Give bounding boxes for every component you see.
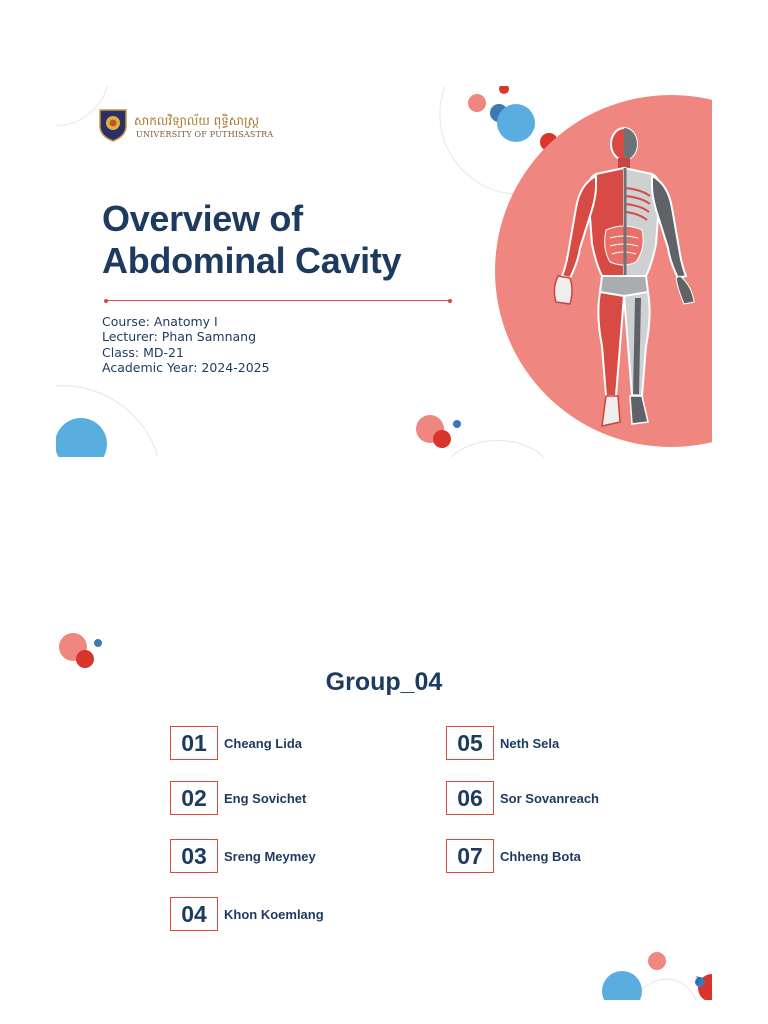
- member-name: Sor Sovanreach: [500, 790, 599, 806]
- red-circle-decoration: [76, 650, 94, 668]
- blue-circle-decoration: [497, 104, 535, 142]
- blue-circle-decoration: [56, 418, 107, 457]
- university-name-english: UNIVERSITY OF PUTHISASTRA: [136, 130, 274, 139]
- coral-circle-decoration: [648, 952, 666, 970]
- member-number: 01: [170, 726, 218, 760]
- arc-decoration: [636, 979, 696, 1000]
- member-item: [446, 781, 599, 815]
- year-line: Academic Year: 2024-2025: [102, 359, 270, 375]
- dot-decoration: [453, 420, 461, 428]
- group-title: Group_04: [325, 668, 443, 696]
- member-name: Sreng Meymey: [224, 848, 316, 864]
- course-info: [102, 314, 270, 375]
- title-divider: [106, 300, 450, 301]
- page-number: 2: [695, 976, 701, 986]
- red-circle-decoration: [433, 430, 451, 448]
- course-line: Course: Anatomy I: [102, 314, 218, 329]
- arc-decoration: [451, 440, 544, 457]
- university-crest-icon: [98, 108, 128, 142]
- member-number: 02: [170, 781, 218, 815]
- anatomy-figure-icon: [544, 126, 704, 436]
- member-item: [170, 726, 302, 760]
- member-item: [446, 726, 559, 760]
- lecturer-line: Lecturer: Phan Samnang: [102, 329, 257, 345]
- group-slide: [56, 614, 712, 1000]
- member-number: 05: [446, 726, 494, 760]
- member-number: 06: [446, 781, 494, 815]
- blue-circle-decoration: [602, 971, 642, 1000]
- cover-slide: [56, 86, 712, 457]
- title-line-1: Overview of: [102, 198, 303, 239]
- dot-decoration: [94, 639, 102, 647]
- member-name: Khon Koemlang: [224, 906, 324, 922]
- university-name-khmer: សាកលវិទ្យាល័យ ពុទ្ធិសាស្ត្រ: [134, 114, 260, 128]
- presentation-title: [102, 198, 401, 282]
- member-name: Chheng Bota: [500, 848, 581, 864]
- member-item: [170, 781, 306, 815]
- member-name: Eng Sovichet: [224, 790, 307, 806]
- member-name: Neth Sela: [500, 735, 560, 751]
- red-circle-decoration: [499, 86, 509, 94]
- member-item: [446, 839, 581, 873]
- member-number: 07: [446, 839, 494, 873]
- member-item: [170, 839, 316, 873]
- member-item: [170, 897, 324, 931]
- member-name: Cheang Lida: [224, 735, 303, 751]
- member-number: 03: [170, 839, 218, 873]
- member-number: 04: [170, 897, 218, 931]
- title-line-2: Abdominal Cavity: [102, 240, 402, 281]
- class-line: Class: MD-21: [102, 344, 184, 360]
- coral-circle-decoration: [468, 94, 486, 112]
